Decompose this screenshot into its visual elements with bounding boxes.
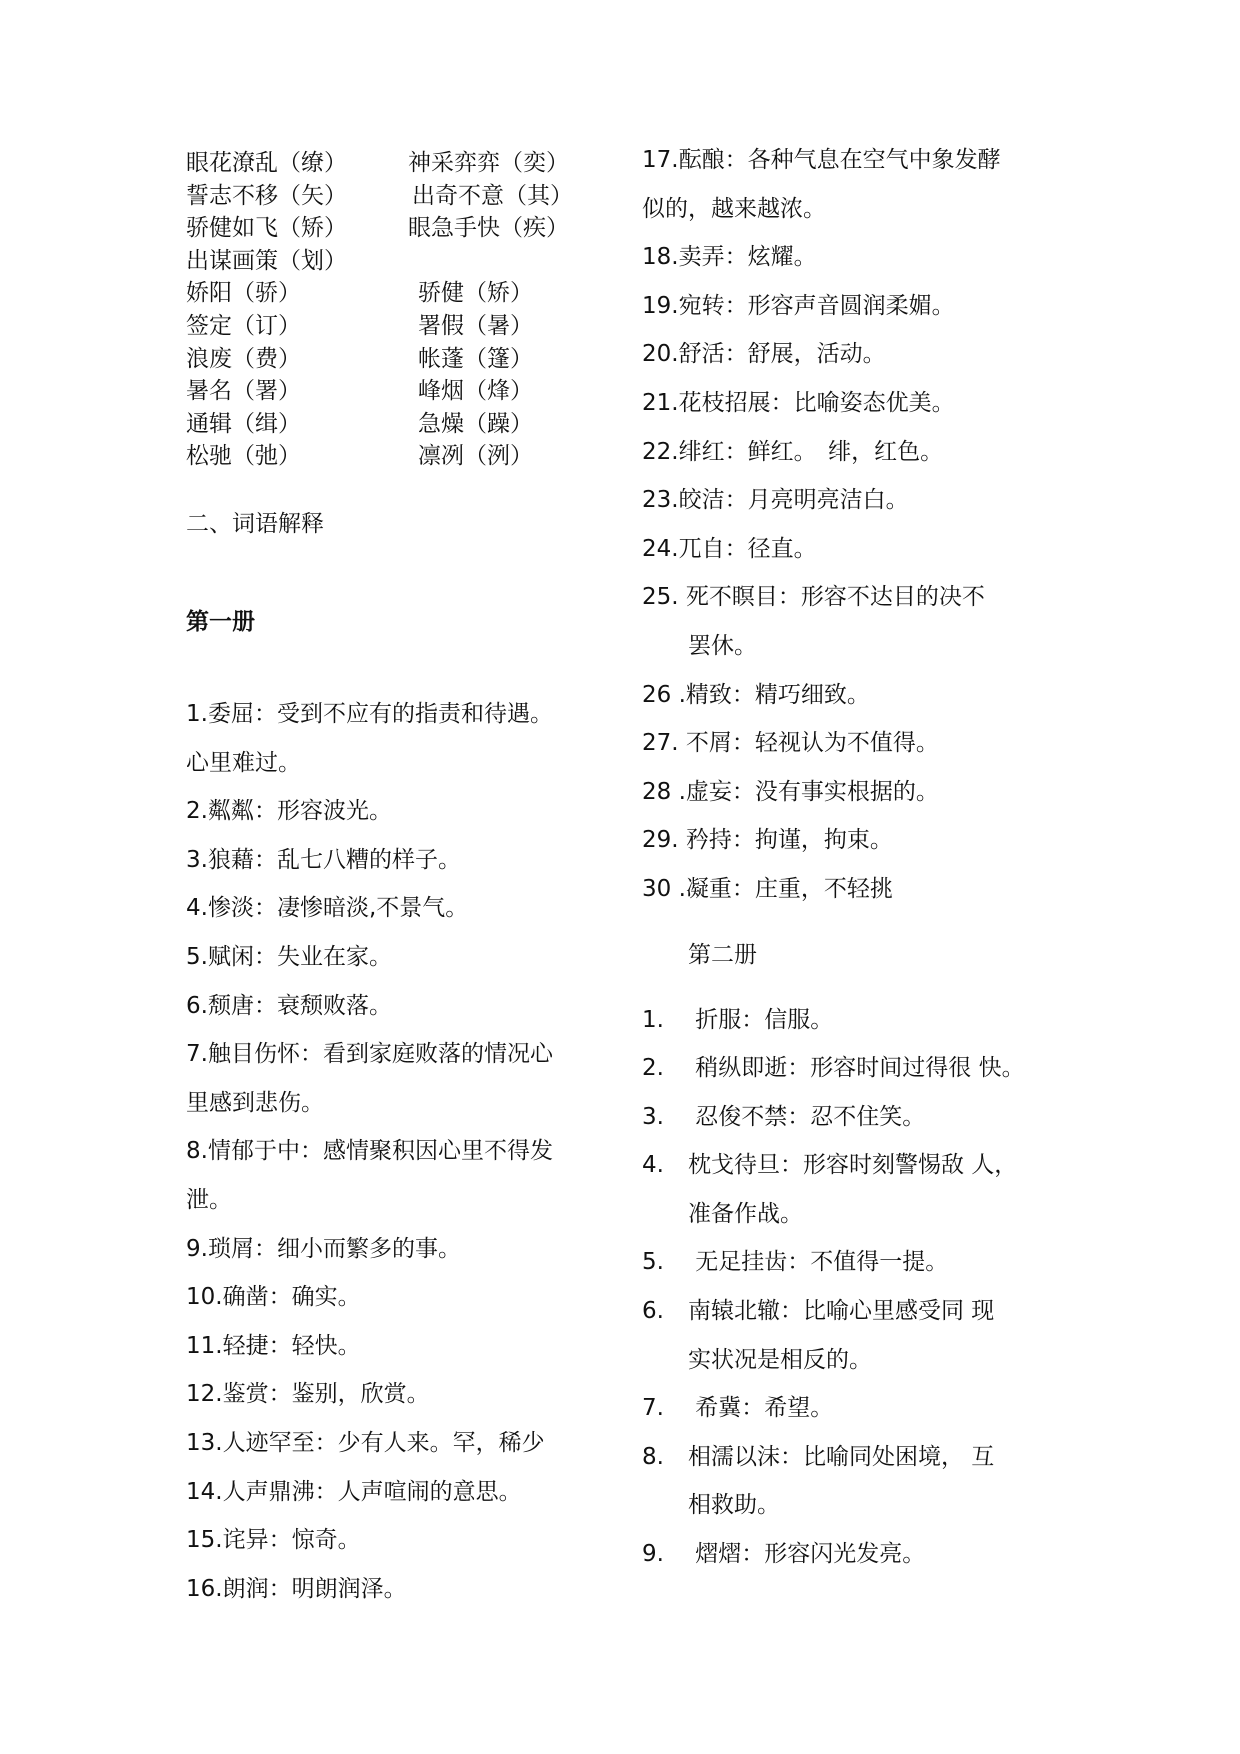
definition-line (642, 1190, 1062, 1239)
definition-line (642, 996, 1062, 1045)
definition-line (642, 1093, 1062, 1142)
item-number: 1. (642, 1006, 664, 1033)
definition-text: 无足挂齿：不值得一提。 (688, 1249, 949, 1276)
definition-line: 11.轻捷：轻快。 (186, 1332, 361, 1359)
definition-line: 20.舒活：舒展，活动。 (642, 341, 886, 368)
definition-line: 15.诧异：惊奇。 (186, 1527, 361, 1554)
definition-line (642, 1481, 1062, 1530)
definition-line: 似的，越来越浓。 (642, 195, 826, 222)
item-number: 8. (642, 1443, 664, 1470)
definition-line: 8.情郁于中：感情聚积因心里不得发 (186, 1138, 553, 1165)
item-number: 5. (642, 1249, 664, 1276)
definition-line (642, 1238, 1062, 1287)
correction-pair (186, 147, 606, 180)
definition-line: 14.人声鼎沸：人声喧闹的意思。 (186, 1478, 522, 1505)
definition-line (642, 1384, 1062, 1433)
definition-line: 17.酝酿：各种气息在空气中象发酵 (642, 147, 1001, 173)
wrong-word: 签定（订） (186, 312, 301, 339)
definition-line: 18.卖弄：炫耀。 (642, 244, 817, 271)
definition-line: 30 .凝重：庄重，不轻挑 (642, 875, 893, 902)
wrong-word: 骄健（矫） (418, 280, 533, 307)
item-number: 3. (642, 1103, 664, 1130)
definition-text: 枕戈待旦：形容时刻警惕敌 人， (688, 1152, 1018, 1179)
definition-line: 1.委屈：受到不应有的指责和待遇。 (186, 701, 553, 727)
definition-text: 实状况是相反的。 (688, 1346, 872, 1373)
wrong-word: 娇阳（骄） (186, 280, 301, 307)
definition-line: 9.琐屑：细小而繁多的事。 (186, 1235, 461, 1262)
definition-text: 相濡以沫：比喻同处困境， 互 (688, 1443, 995, 1470)
definition-line: 3.狼藉：乱七八糟的样子。 (186, 846, 461, 873)
definition-line: 泄。 (186, 1186, 232, 1213)
wrong-word: 眼急手快（疾） (408, 215, 569, 242)
definition-line: 6.颓唐：衰颓败落。 (186, 992, 392, 1019)
definition-line: 2.粼粼：形容波光。 (186, 798, 392, 825)
definition-line: 罢休。 (688, 632, 757, 659)
correction-pair (186, 375, 606, 408)
definition-line (642, 1530, 1062, 1579)
definition-line: 27. 不屑：轻视认为不值得。 (642, 730, 939, 757)
wrong-word: 出谋画策（划） (186, 247, 347, 274)
item-number: 9. (642, 1541, 664, 1568)
book1-definitions (186, 690, 606, 1613)
wrong-word: 暑名（署） (186, 378, 301, 405)
definition-line: 12.鉴赏：鉴别，欣赏。 (186, 1381, 430, 1408)
correction-pair (186, 440, 606, 473)
wrong-word: 誓志不移（矢） (186, 182, 347, 209)
wrong-word: 出奇不意（其） (412, 182, 573, 209)
definition-text: 相救助。 (688, 1492, 780, 1519)
definition-line (642, 1141, 1062, 1190)
correction-pair (186, 277, 606, 310)
definition-line: 29. 矜持：拘谨，拘束。 (642, 827, 893, 854)
wrong-word: 凛冽（洌） (418, 443, 533, 470)
definition-line: 4.惨淡：凄惨暗淡,不景气。 (186, 895, 469, 922)
correction-pair (186, 245, 606, 278)
book-heading: 第二册 (688, 941, 757, 968)
definition-line (642, 1044, 1062, 1093)
definition-text: 稍纵即逝：形容时间过得很 快。 (688, 1055, 1025, 1082)
wrong-word: 急燥（躁） (418, 410, 533, 437)
definition-line (642, 1336, 1062, 1385)
correction-pair (186, 180, 606, 213)
definition-line: 24.兀自：径直。 (642, 535, 817, 562)
correction-pair (186, 408, 606, 441)
definition-line (642, 1433, 1062, 1482)
book1-definitions-continued (642, 136, 1062, 1579)
wrong-word: 神采弈弈（奕） (408, 150, 569, 176)
wrong-word: 眼花潦乱（缭） (186, 150, 347, 176)
correction-pair (186, 212, 606, 245)
item-number: 4. (642, 1152, 664, 1179)
definition-line: 16.朗润：明朗润泽。 (186, 1575, 407, 1602)
definition-text: 折服：信服。 (688, 1006, 834, 1033)
item-number: 7. (642, 1395, 664, 1422)
definition-line: 22.绯红：鲜红。 绯，红色。 (642, 438, 944, 465)
correction-pair (186, 343, 606, 376)
wrong-word: 松驰（弛） (186, 443, 301, 470)
wrong-word: 通辑（缉） (186, 410, 301, 437)
definition-line: 10.确凿：确实。 (186, 1284, 361, 1311)
definition-line: 19.宛转：形容声音圆润柔媚。 (642, 292, 955, 319)
wrong-word: 峰烟（烽） (418, 378, 533, 405)
correction-pair (186, 310, 606, 343)
definition-text: 忍俊不禁：忍不住笑。 (688, 1103, 926, 1130)
wrong-word: 骄健如飞（矫） (186, 215, 347, 242)
definition-line: 21.花枝招展：比喻姿态优美。 (642, 389, 955, 416)
item-number: 6. (642, 1298, 664, 1325)
wrong-word: 署假（暑） (418, 312, 533, 339)
definition-line: 26 .精致：精巧细致。 (642, 681, 870, 708)
definition-line: 里感到悲伤。 (186, 1089, 324, 1116)
definition-text: 熠熠：形容闪光发亮。 (688, 1541, 926, 1568)
book-heading: 第一册 (186, 609, 255, 635)
correction-pairs (186, 147, 606, 473)
definition-line: 5.赋闲：失业在家。 (186, 943, 392, 970)
definition-line: 13.人迹罕至：少有人来。罕，稀少 (186, 1429, 545, 1456)
definition-line: 25. 死不瞑目：形容不达目的决不 (642, 584, 985, 611)
definition-line (642, 1287, 1062, 1336)
item-number: 2. (642, 1055, 664, 1082)
definition-line: 7.触目伤怀：看到家庭败落的情况心 (186, 1041, 553, 1068)
definition-text: 准备作战。 (688, 1200, 803, 1227)
definition-line: 心里难过。 (186, 749, 301, 776)
definition-text: 南辕北辙：比喻心里感受同 现 (688, 1298, 995, 1325)
wrong-word: 浪废（费） (186, 345, 301, 372)
section-heading: 二、词语解释 (186, 511, 324, 537)
definition-line: 23.皎洁：月亮明亮洁白。 (642, 487, 909, 514)
definition-line: 28 .虚妄：没有事实根据的。 (642, 778, 939, 805)
wrong-word: 帐蓬（篷） (418, 345, 533, 372)
definition-text: 希冀：希望。 (688, 1395, 834, 1422)
